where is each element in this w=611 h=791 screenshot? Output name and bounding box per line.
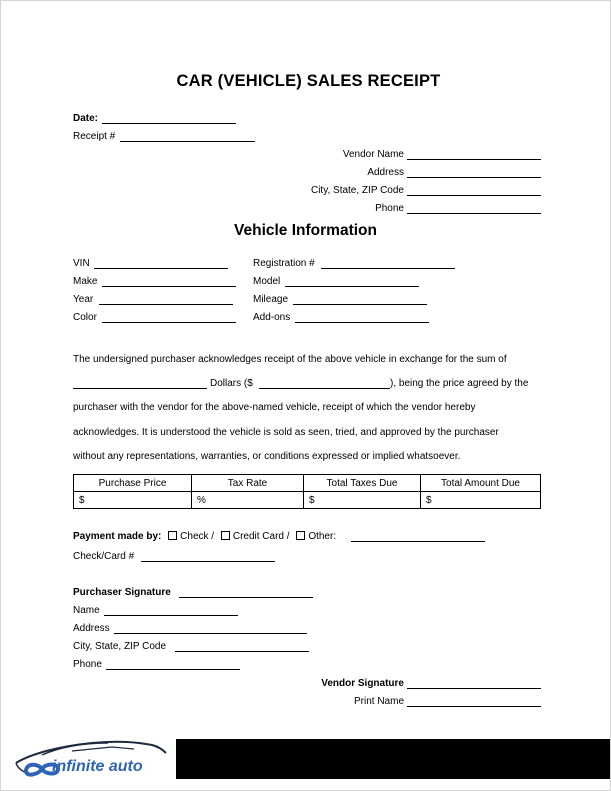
credit-card-checkbox[interactable] <box>221 531 230 540</box>
purchaser-signature-label: Purchaser Signature <box>73 587 171 598</box>
make-field[interactable] <box>102 276 236 287</box>
vehicle-info-heading: Vehicle Information <box>234 222 377 239</box>
total-amount-cell[interactable]: $ <box>421 492 541 509</box>
vendor-signature-field[interactable] <box>407 678 541 689</box>
other-checkbox[interactable] <box>296 531 305 540</box>
total-taxes-header: Total Taxes Due <box>304 475 421 492</box>
ack-line-3: purchaser with the vendor for the above-named vehicle, receipt of which the vendor hereby <box>73 402 476 413</box>
payment-label: Payment made by: <box>73 531 162 542</box>
addons-label: Add-ons <box>253 312 291 323</box>
tax-rate-header: Tax Rate <box>192 475 304 492</box>
dollar-amount-words-field[interactable] <box>73 378 207 389</box>
purchaser-phone-field[interactable] <box>106 659 240 670</box>
mileage-label: Mileage <box>253 294 289 305</box>
vendor-phone-label: Phone <box>375 203 404 214</box>
make-label: Make <box>73 276 98 287</box>
purchaser-name-label: Name <box>73 605 100 616</box>
ack-line-4: acknowledges. It is understood the vehicle is sold as seen, tried, and approved by the purchaser <box>73 427 499 438</box>
vendor-signature-label: Vendor Signature <box>321 678 404 689</box>
registration-field[interactable] <box>321 258 455 269</box>
vendor-print-name-field[interactable] <box>407 696 541 707</box>
year-field[interactable] <box>99 294 233 305</box>
infinite-auto-logo <box>12 733 172 785</box>
check-card-label: Check/Card # <box>73 551 135 562</box>
total-taxes-cell[interactable]: $ <box>304 492 421 509</box>
price-table-row <box>74 492 541 509</box>
vendor-city-field[interactable] <box>407 185 541 196</box>
receipt-number-label: Receipt # <box>73 131 116 142</box>
year-label: Year <box>73 294 94 305</box>
credit-card-option-label: Credit Card / <box>232 531 290 542</box>
date-field[interactable] <box>102 113 236 124</box>
color-label: Color <box>73 312 97 323</box>
footer-bar <box>176 739 610 779</box>
purchaser-name-field[interactable] <box>104 605 238 616</box>
model-field[interactable] <box>285 276 419 287</box>
payment-row <box>73 531 336 542</box>
total-amount-header: Total Amount Due <box>421 475 541 492</box>
vendor-address-label: Address <box>367 167 404 178</box>
receipt-number-field[interactable] <box>120 131 255 142</box>
ack-line-2a: Dollars ($ <box>210 378 253 389</box>
logo-text: infinite auto <box>52 758 143 775</box>
addons-field[interactable] <box>295 312 429 323</box>
ack-line-2b: ), being the price agreed by the <box>390 378 529 389</box>
ack-line-5: without any representations, warranties, or conditions expressed or implied whatsoever. <box>73 451 461 462</box>
mileage-field[interactable] <box>293 294 427 305</box>
price-table-header <box>74 475 541 492</box>
purchase-price-cell[interactable]: $ <box>74 492 192 509</box>
purchaser-city-label: City, State, ZIP Code <box>73 641 167 652</box>
vendor-name-field[interactable] <box>407 149 541 160</box>
vin-field[interactable] <box>94 258 228 269</box>
color-field[interactable] <box>102 312 236 323</box>
check-option-label: Check / <box>180 531 215 542</box>
purchaser-phone-label: Phone <box>73 659 102 670</box>
tax-rate-cell[interactable]: % <box>192 492 304 509</box>
model-label: Model <box>253 276 281 287</box>
vendor-address-field[interactable] <box>407 167 541 178</box>
purchaser-address-field[interactable] <box>114 623 307 634</box>
vendor-phone-field[interactable] <box>407 203 541 214</box>
check-checkbox[interactable] <box>168 531 177 540</box>
document-title: CAR (VEHICLE) SALES RECEIPT <box>176 72 441 90</box>
purchaser-signature-field[interactable] <box>179 587 313 598</box>
vendor-print-name-label: Print Name <box>353 696 404 707</box>
registration-label: Registration # <box>253 258 315 269</box>
purchaser-city-field[interactable] <box>175 641 309 652</box>
dollar-amount-field[interactable] <box>259 378 390 389</box>
purchase-price-header: Purchase Price <box>74 475 192 492</box>
check-card-field[interactable] <box>141 551 275 562</box>
purchaser-address-label: Address <box>73 623 110 634</box>
ack-line-1: The undersigned purchaser acknowledges receipt of the above vehicle in exchange for the sum of <box>73 354 507 365</box>
vendor-city-label: City, State, ZIP Code <box>310 185 404 196</box>
vin-label: VIN <box>73 258 90 269</box>
vendor-name-label: Vendor Name <box>342 149 404 160</box>
date-label: Date: <box>73 113 99 124</box>
other-payment-field[interactable] <box>351 531 485 542</box>
price-table <box>73 474 541 509</box>
other-option-label: Other: <box>308 531 337 542</box>
